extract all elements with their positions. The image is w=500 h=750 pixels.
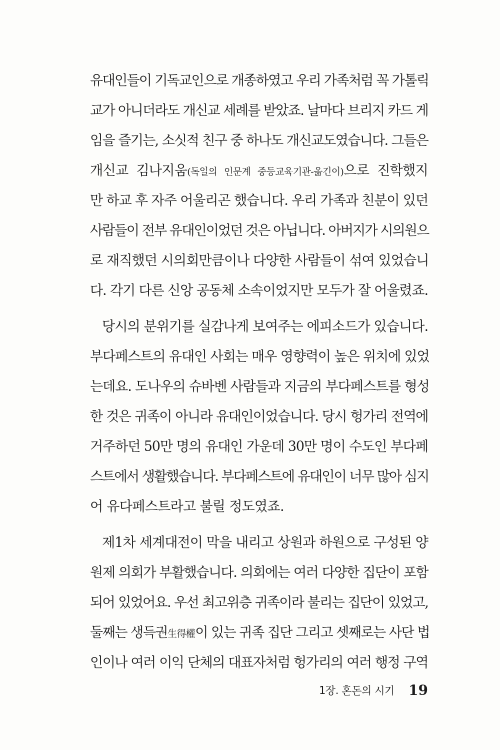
text-span: 으로 진학했지 <box>343 163 428 179</box>
text-line: 로 재직했던 시의회만큼이나 다양한 사람들이 섞여 있었습니 <box>90 253 429 269</box>
translator-note: (독일의 인문계 중등교육기관-옮긴이) <box>187 167 344 178</box>
text-line: 유대인들이 기독교인으로 개종하였고 우리 가족처럼 꼭 가톨릭 <box>90 73 429 89</box>
text-line: 임을 즐기는, 소싯적 친구 중 하나도 개신교도였습니다. 그들은 <box>90 133 428 149</box>
body-text <box>90 66 428 678</box>
text-line: 당시의 분위기를 실감나게 보여주는 에피소드가 있습니다. <box>102 319 429 335</box>
page-footer <box>0 680 428 699</box>
running-chapter-title: 1장. 혼돈의 시기 <box>318 685 395 697</box>
text-line: 사람들이 전부 유대인이었던 것은 아닙니다. 아버지가 시의원으 <box>90 223 429 239</box>
text-line: 부다페스트의 유대인 사회는 매우 영향력이 높은 위치에 있었 <box>90 349 430 365</box>
text-line: 거주하던 50만 명의 유대인 가운데 30만 명이 수도인 부다페 <box>90 439 428 455</box>
text-line: 어 유다페스트라고 불릴 정도였죠. <box>90 499 284 515</box>
page-number: 19 <box>408 682 428 699</box>
text-line <box>90 156 428 186</box>
text-span: 둘째는 생득권 <box>90 625 168 641</box>
paragraph-3 <box>90 528 428 678</box>
text-line: 원제 의회가 부활했습니다. 의회에는 여러 다양한 집단이 포함 <box>90 565 428 581</box>
text-line: 는데요. 도나우의 슈바벤 사람들과 지금의 부다페스트를 형성 <box>90 379 430 395</box>
text-line: 스트에서 생활했습니다. 부다페스트에 유대인이 너무 많아 심지 <box>90 469 429 485</box>
text-line: 되어 있었어요. 우선 최고위층 귀족이라 불리는 집단이 있었고, <box>90 595 428 611</box>
hanja-annotation: 生得權 <box>167 629 196 640</box>
text-line: 제1차 세계대전이 막을 내리고 상원과 하원으로 구성된 양 <box>102 535 428 551</box>
paragraph-2 <box>90 312 428 522</box>
text-span: 이 있는 귀족 집단 그리고 셋째로는 사단 법 <box>195 625 430 641</box>
text-line: 만 하교 후 자주 어울리곤 했습니다. 우리 가족과 친분이 있던 <box>90 193 428 209</box>
text-line: 교가 아니더라도 개신교 세례를 받았죠. 날마다 브리지 카드 게 <box>90 103 428 119</box>
text-line <box>90 618 428 648</box>
text-span: 개신교 김나지움 <box>90 163 188 179</box>
text-line: 인이나 여러 이익 단체의 대표자처럼 헝가리의 여러 행정 구역 <box>90 655 428 671</box>
text-line: 다. 각기 다른 신앙 공동체 소속이었지만 모두가 잘 어울렸죠. <box>90 283 428 299</box>
paragraph-1 <box>90 66 428 306</box>
text-line: 한 것은 귀족이 아니라 유대인이었습니다. 당시 헝가리 전역에 <box>90 409 428 425</box>
